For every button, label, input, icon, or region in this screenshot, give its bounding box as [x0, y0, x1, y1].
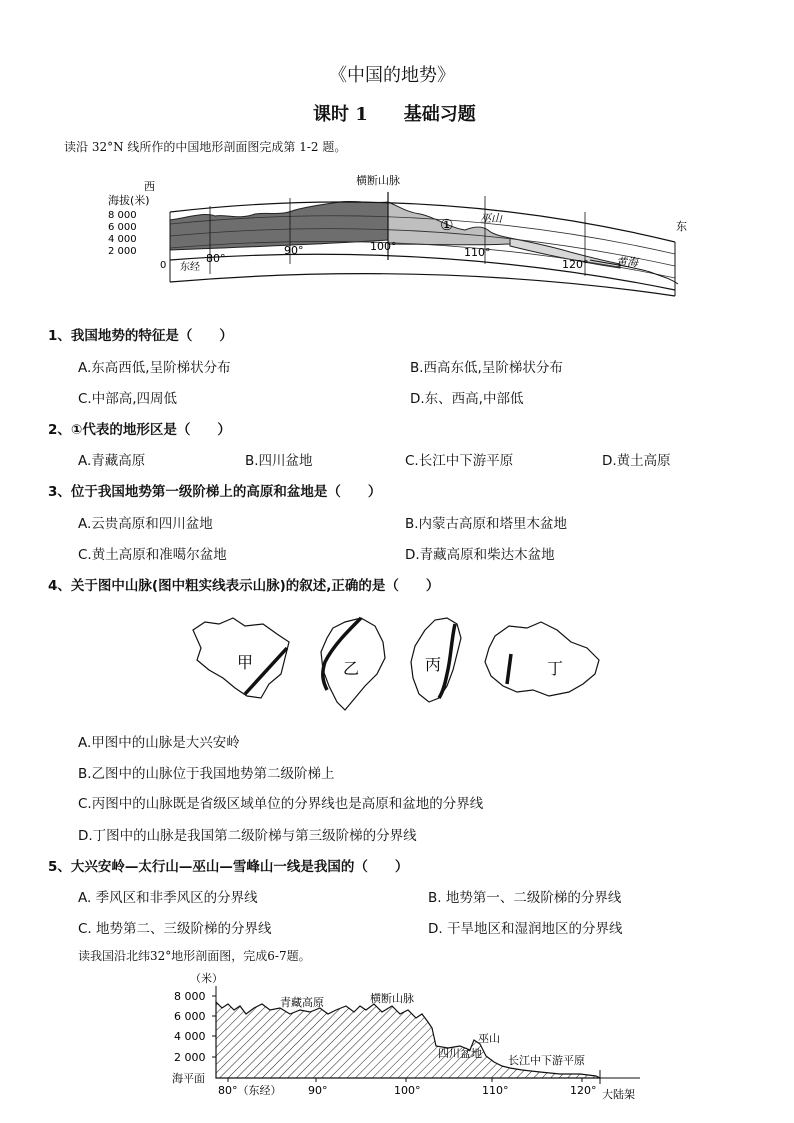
x-tick: 120°	[570, 1084, 597, 1097]
flat-cross-section-figure	[170, 966, 650, 1106]
question-stem: 3、位于我国地势第一级阶梯上的高原和盆地是（ ）	[48, 484, 382, 500]
map-label-jia: 甲	[237, 653, 254, 672]
option-c[interactable]: C.丙图中的山脉既是省级区域单位的分界线也是高原和盆地的分界线	[78, 796, 484, 812]
east-label: 东	[676, 220, 687, 233]
band-bottom	[170, 274, 675, 296]
lesson-subtitle: 课时 1 基础习题	[313, 104, 476, 125]
altitude-label: 海拔(米)	[108, 194, 150, 207]
lon-tick: 80°	[206, 252, 226, 265]
question-stem: 2、①代表的地形区是（ ）	[48, 422, 231, 438]
y-tick: 2 000	[174, 1051, 206, 1064]
question-stem: 5、大兴安岭—太行山—巫山—雪峰山一线是我国的（ ）	[48, 859, 409, 875]
wushan-label: 巫山	[480, 212, 502, 225]
y-tick: 4 000	[108, 234, 137, 245]
y-tick: 6 000	[108, 222, 137, 233]
x-tick: 100°	[394, 1084, 421, 1097]
question-stem: 1、我国地势的特征是（ ）	[48, 328, 233, 344]
map-label-yi: 乙	[343, 659, 360, 678]
option-d[interactable]: D.青藏高原和柴达木盆地	[405, 547, 555, 563]
option-a[interactable]: A.甲图中的山脉是大兴安岭	[78, 735, 240, 751]
sea-level-label: 海平面	[172, 1072, 205, 1085]
west-label: 西	[144, 180, 155, 193]
lon-tick: 120°	[562, 258, 589, 271]
y-tick: 0	[160, 260, 167, 271]
option-a[interactable]: A. 季风区和非季风区的分界线	[78, 890, 258, 906]
x-tick: 110°	[482, 1084, 509, 1097]
region-label: 青藏高原	[280, 996, 324, 1009]
question-stem: 4、关于图中山脉(图中粗实线表示山脉)的叙述,正确的是（ ）	[48, 578, 440, 594]
region-label: 大陆架	[602, 1088, 635, 1101]
option-d[interactable]: D.丁图中的山脉是我国第二级阶梯与第三级阶梯的分界线	[78, 828, 417, 844]
option-b[interactable]: B.西高东低,呈阶梯状分布	[410, 360, 563, 376]
option-c[interactable]: C.长江中下游平原	[405, 453, 514, 469]
y-tick: 8 000	[108, 210, 137, 221]
unit-label: （米）	[190, 972, 223, 985]
longitude-prefix: 东经	[180, 262, 200, 273]
x-tick: 90°	[308, 1084, 328, 1097]
option-a[interactable]: A.云贵高原和四川盆地	[78, 516, 213, 532]
option-d[interactable]: D. 干旱地区和湿润地区的分界线	[428, 921, 623, 937]
option-b[interactable]: B.内蒙古高原和塔里木盆地	[405, 516, 568, 532]
y-tick: 4 000	[174, 1030, 206, 1043]
lon-tick: 100°	[370, 240, 397, 253]
mountain-label: 横断山脉	[356, 174, 400, 187]
option-b[interactable]: B.四川盆地	[245, 453, 313, 469]
region-label: 长江中下游平原	[508, 1054, 585, 1067]
lon-tick: 110°	[464, 246, 491, 259]
sea-label: 黄海	[616, 256, 638, 269]
page-title: 《中国的地势》	[329, 65, 455, 86]
option-c[interactable]: C.黄土高原和准噶尔盆地	[78, 547, 227, 563]
y-tick: 2 000	[108, 246, 137, 257]
lon-tick: 90°	[284, 244, 304, 257]
option-b[interactable]: B.乙图中的山脉位于我国地势第二级阶梯上	[78, 766, 335, 782]
option-b[interactable]: B. 地势第一、二级阶梯的分界线	[428, 890, 622, 906]
map-ding-outline	[485, 622, 599, 696]
cross-section-figure	[108, 172, 700, 297]
x-tick: 80°（东经）	[218, 1084, 282, 1097]
y-tick: 8 000	[174, 990, 206, 1003]
option-d[interactable]: D.黄土高原	[602, 453, 671, 469]
map-label-bing: 丙	[425, 655, 442, 674]
option-c[interactable]: C. 地势第二、三级阶梯的分界线	[78, 921, 272, 937]
region-label: 巫山	[478, 1032, 500, 1045]
option-a[interactable]: A.东高西低,呈阶梯状分布	[78, 360, 231, 376]
map-label-ding: 丁	[547, 659, 564, 678]
option-c[interactable]: C.中部高,四周低	[78, 391, 178, 407]
province-maps-figure	[185, 612, 605, 717]
option-d[interactable]: D.东、西高,中部低	[410, 391, 524, 407]
region-label: 四川盆地	[438, 1047, 482, 1060]
intro-instruction-2: 读我国沿北纬32°地形剖面图，完成6-7题。	[78, 949, 311, 963]
intro-instruction-1: 读沿 32°N 线所作的中国地形剖面图完成第 1-2 题。	[64, 140, 347, 154]
marker-1: ①	[440, 216, 454, 234]
option-a[interactable]: A.青藏高原	[78, 453, 146, 469]
y-tick: 6 000	[174, 1010, 206, 1023]
region-label: 横断山脉	[370, 992, 414, 1005]
